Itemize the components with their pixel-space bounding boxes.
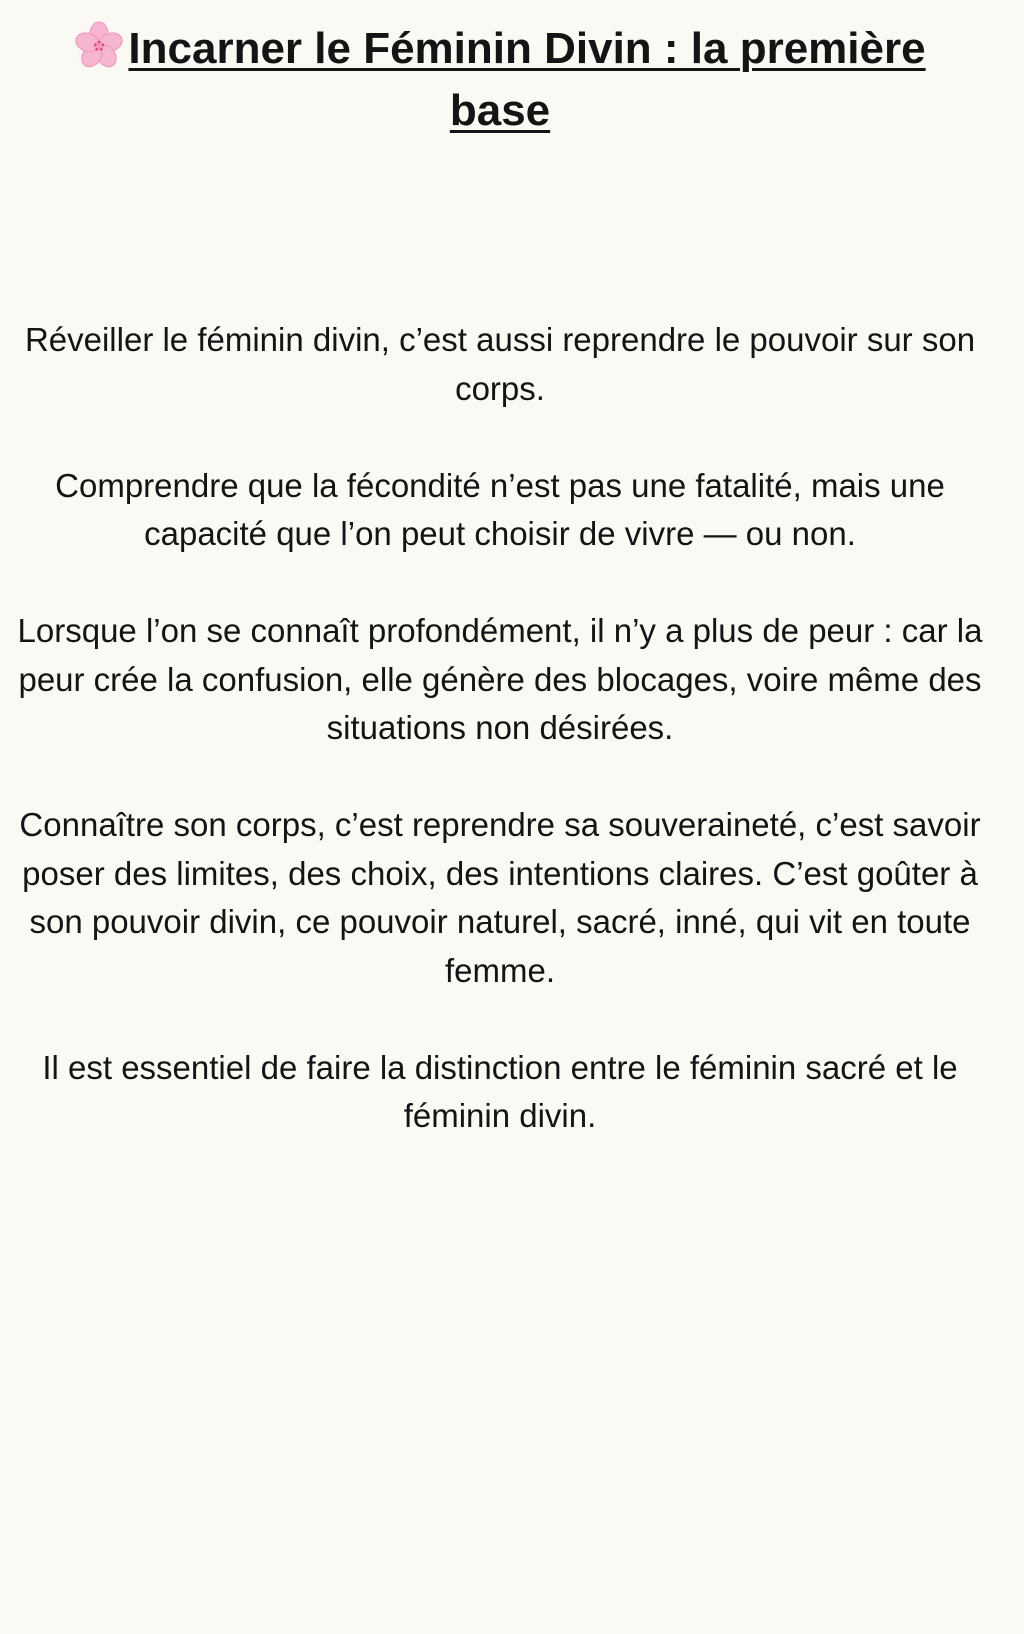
paragraph-5: Il est essentiel de faire la distinction entre le féminin sacré et le féminin divin. — [42, 1048, 958, 1134]
page-title-text: Incarner le Féminin Divin : la première base — [128, 24, 926, 135]
page-title — [20, 18, 980, 142]
cherry-blossom-icon — [74, 21, 124, 71]
paragraph-1: Réveiller le féminin divin, c’est aussi reprendre le pouvoir sur son corps. — [24, 321, 976, 407]
paragraph-2: Comprendre que la fécondité n’est pas une fatalité, mais une capacité que l’on peut choisir de vivre — ou non. — [55, 466, 945, 552]
paragraph-3: Lorsque l’on se connaît profondément, il n’y a plus de peur : car la peur crée la confusion, elle génère des blocages, voire même des situations non désirées. — [17, 612, 983, 746]
paragraph-4: Connaître son corps, c’est reprendre sa souveraineté, c’est savoir poser des limites, des choix, des intentions claires. C’est goûter à son pouvoir divin, ce pouvoir naturel, sacré, inné, qui vit en toute femme. — [19, 806, 981, 989]
body-text — [0, 316, 1000, 1189]
